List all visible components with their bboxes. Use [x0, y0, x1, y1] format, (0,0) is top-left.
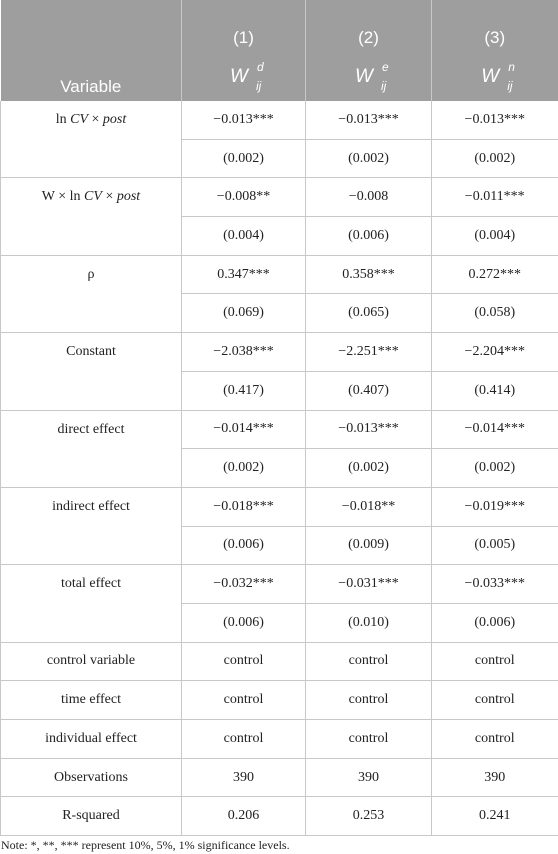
- summary-cell: control: [306, 720, 432, 759]
- summary-label: control variable: [1, 642, 182, 681]
- coef-row: [1, 487, 558, 526]
- variable-name: [1, 410, 182, 487]
- weight-header-3: [432, 52, 558, 101]
- weight-sup-3: n: [508, 59, 515, 74]
- variable-name: [1, 565, 182, 642]
- variable-prefix: indirect effect: [52, 498, 130, 514]
- variable-italic-1: CV: [70, 112, 89, 127]
- summary-row: [1, 681, 558, 720]
- coefficient-cell: −2.038***: [182, 333, 306, 372]
- coefficient-cell: −0.018**: [306, 487, 432, 526]
- variable-prefix: total effect: [61, 576, 121, 592]
- std-error-cell: (0.002): [432, 139, 558, 178]
- weight-base-1: W: [230, 65, 248, 87]
- std-error-cell: (0.006): [306, 217, 432, 256]
- summary-label: time effect: [1, 681, 182, 720]
- summary-label: individual effect: [1, 720, 182, 759]
- summary-cell: control: [306, 681, 432, 720]
- variable-header: Variable: [1, 0, 182, 101]
- summary-cell: control: [182, 720, 306, 759]
- summary-cell: 390: [432, 758, 558, 797]
- std-error-cell: (0.004): [432, 217, 558, 256]
- coefficient-cell: −0.013***: [182, 101, 306, 139]
- summary-cell: 0.253: [306, 797, 432, 836]
- col-number-1: (1): [182, 0, 306, 52]
- std-error-cell: (0.069): [182, 294, 306, 333]
- weight-sub-2: ij: [380, 78, 387, 93]
- std-error-cell: (0.006): [432, 603, 558, 642]
- coefficient-cell: −0.032***: [182, 565, 306, 604]
- summary-cell: control: [182, 642, 306, 681]
- weight-header-1: [182, 52, 306, 101]
- coefficient-cell: −0.031***: [306, 565, 432, 604]
- summary-cell: 0.206: [182, 797, 306, 836]
- summary-cell: control: [306, 642, 432, 681]
- variable-mid: ×: [101, 189, 117, 205]
- weight-sub-1: ij: [255, 78, 262, 93]
- summary-cell: control: [432, 681, 558, 720]
- coefficient-cell: −0.008**: [182, 178, 306, 217]
- coefficient-cell: −0.014***: [182, 410, 306, 449]
- std-error-cell: (0.002): [306, 139, 432, 178]
- variable-name: [1, 101, 182, 178]
- std-error-cell: (0.009): [306, 526, 432, 565]
- coef-row: [1, 255, 558, 294]
- coefficient-cell: −0.018***: [182, 487, 306, 526]
- std-error-cell: (0.058): [432, 294, 558, 333]
- weight-header-2: [306, 52, 432, 101]
- weight-base-2: W: [355, 65, 373, 87]
- variable-prefix: ln: [55, 112, 71, 127]
- std-error-cell: (0.006): [182, 526, 306, 565]
- summary-label: Observations: [1, 758, 182, 797]
- variable-italic-2: post: [102, 112, 127, 127]
- coefficient-cell: −0.013***: [306, 410, 432, 449]
- coefficient-cell: 0.347***: [182, 255, 306, 294]
- table-body: [1, 101, 558, 836]
- summary-cell: 0.241: [432, 797, 558, 836]
- summary-cell: control: [432, 642, 558, 681]
- std-error-cell: (0.002): [182, 449, 306, 488]
- summary-row: [1, 720, 558, 759]
- coefficient-cell: −0.013***: [432, 101, 558, 139]
- coef-row: [1, 565, 558, 604]
- table-note: Note: *, **, *** represent 10%, 5%, 1% significance levels.: [1, 838, 290, 852]
- summary-row: [1, 797, 558, 836]
- coef-row: [1, 178, 558, 217]
- summary-label: R-squared: [1, 797, 182, 836]
- std-error-cell: (0.417): [182, 371, 306, 410]
- std-error-cell: (0.004): [182, 217, 306, 256]
- table-header: [1, 0, 558, 101]
- std-error-cell: (0.407): [306, 371, 432, 410]
- std-error-cell: (0.006): [182, 603, 306, 642]
- coef-row: [1, 410, 558, 449]
- summary-row: [1, 642, 558, 681]
- coefficient-cell: −0.011***: [432, 178, 558, 217]
- weight-sup-1: d: [256, 59, 264, 74]
- coefficient-cell: −2.251***: [306, 333, 432, 372]
- variable-prefix: ρ: [87, 266, 95, 282]
- summary-cell: 390: [306, 758, 432, 797]
- coefficient-cell: −0.033***: [432, 565, 558, 604]
- variable-name: [1, 333, 182, 410]
- variable-prefix: direct effect: [57, 421, 125, 437]
- coefficient-cell: −0.019***: [432, 487, 558, 526]
- variable-name: [1, 487, 182, 564]
- variable-prefix: Constant: [66, 344, 116, 360]
- std-error-cell: (0.414): [432, 371, 558, 410]
- summary-row: [1, 758, 558, 797]
- coefficient-cell: −0.008: [306, 178, 432, 217]
- coefficient-cell: −0.013***: [306, 101, 432, 139]
- coefficient-cell: 0.358***: [306, 255, 432, 294]
- variable-name: [1, 178, 182, 255]
- coef-row: [1, 333, 558, 372]
- std-error-cell: (0.065): [306, 294, 432, 333]
- summary-cell: 390: [182, 758, 306, 797]
- coefficient-cell: 0.272***: [432, 255, 558, 294]
- std-error-cell: (0.010): [306, 603, 432, 642]
- variable-italic-1: CV: [84, 189, 102, 205]
- variable-italic-2: post: [116, 189, 141, 205]
- coefficient-cell: −2.204***: [432, 333, 558, 372]
- std-error-cell: (0.002): [432, 449, 558, 488]
- col-number-2: (2): [306, 0, 432, 52]
- weight-base-3: W: [481, 65, 500, 87]
- coef-row: [1, 101, 558, 139]
- weight-sub-3: ij: [507, 78, 513, 93]
- summary-cell: control: [432, 720, 558, 759]
- summary-cell: control: [182, 681, 306, 720]
- std-error-cell: (0.005): [432, 526, 558, 565]
- variable-mid: ×: [88, 112, 103, 127]
- std-error-cell: (0.002): [306, 449, 432, 488]
- std-error-cell: (0.002): [182, 139, 306, 178]
- variable-name: [1, 255, 182, 332]
- col-number-3: (3): [432, 0, 558, 52]
- coefficient-cell: −0.014***: [432, 410, 558, 449]
- weight-sup-2: e: [381, 59, 389, 74]
- variable-prefix: W × ln: [41, 189, 85, 205]
